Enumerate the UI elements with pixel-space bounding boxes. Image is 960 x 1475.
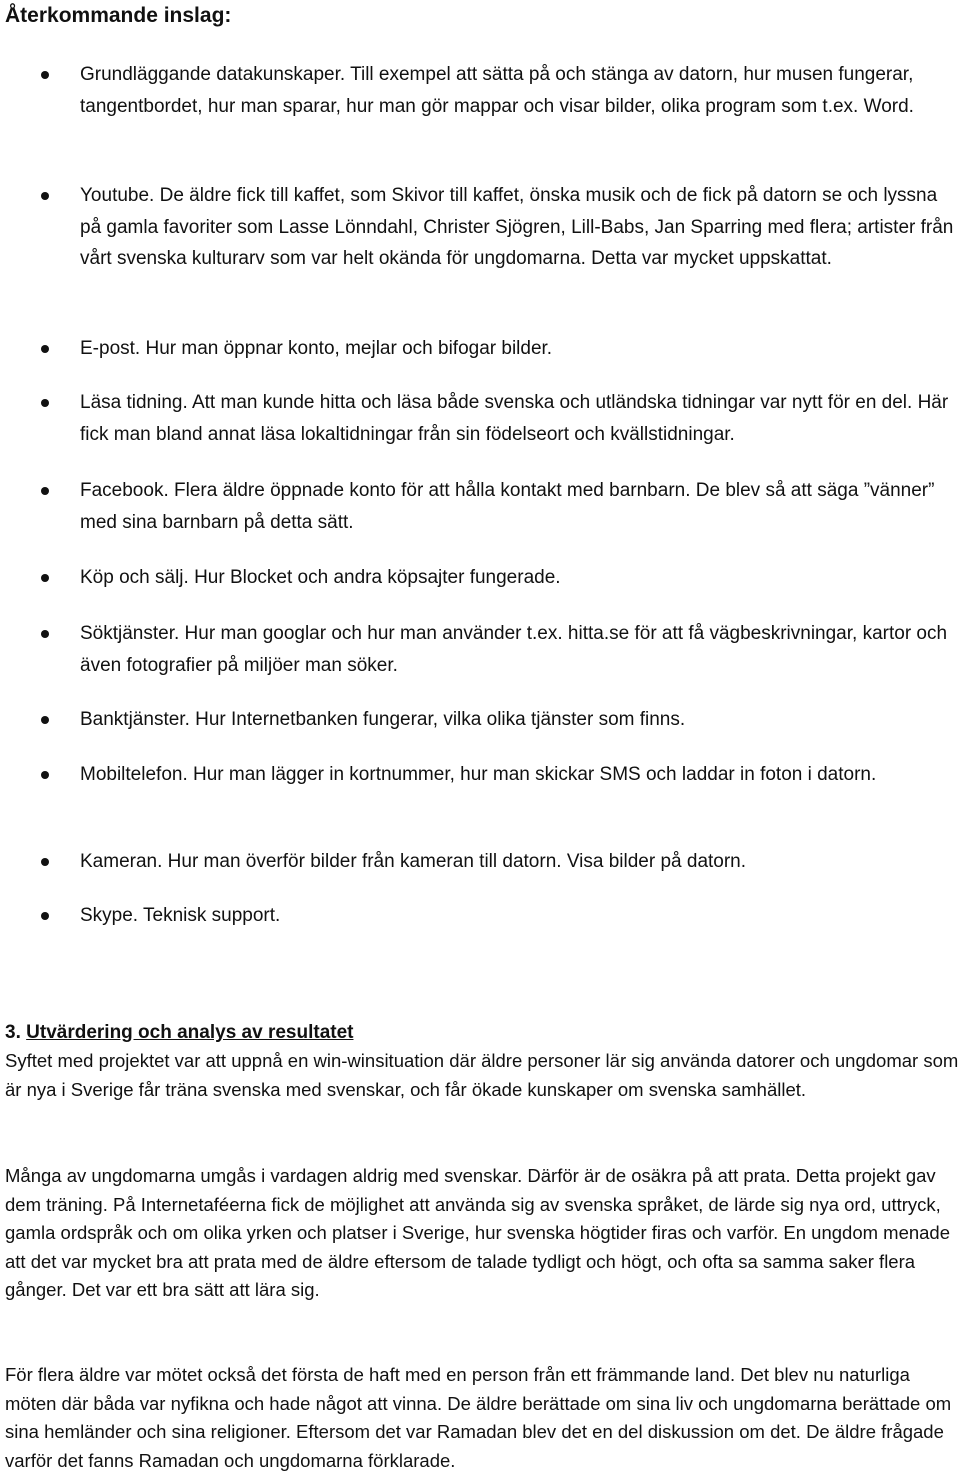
list-item: Facebook. Flera äldre öppnade konto för att hålla kontakt med barnbarn. De blev så att säga ”vänner” med sina barnbarn på detta sätt.	[80, 475, 955, 538]
list-item: E-post. Hur man öppnar konto, mejlar och bifogar bilder.	[80, 333, 955, 365]
section-heading	[5, 1019, 353, 1047]
list-item: Grundläggande datakunskaper. Till exempel att sätta på och stänga av datorn, hur musen fungerar, tangentbordet, hur man sparar, hur man gör mappar och visar bilder, olika program som t.ex. Word.	[80, 59, 955, 122]
paragraph-purpose: Syftet med projektet var att uppnå en win-winsituation där äldre personer lär sig använda datorer och ungdomar som är nya i Sverige får träna svenska med svenskar, och får ökade kunskaper om svenska samhället.	[5, 1050, 959, 1100]
paragraph-youth: Många av ungdomarna umgås i vardagen aldrig med svenskar. Därför är de osäkra på att prata. Detta projekt gav dem träning. På Internetaféerna fick de möjlighet att använda sig av svenska språket, de lärde sig nya ord, uttryck, gamla ordspråk och om olika yrken och platser i Sverige, hur svenska högtider firas och varför. En ungdom menade att det var mycket bra att prata med de äldre eftersom de talade tydligt och högt, och ofta sa samma saker flera gånger. Det var ett bra sätt att lära sig.	[5, 1165, 951, 1300]
list-item: Läsa tidning. Att man kunde hitta och läsa både svenska och utländska tidningar var nytt för en del. Här fick man bland annat läsa lokaltidningar från sin födelseort och kvällstidningar.	[80, 387, 955, 450]
list-item: Kameran. Hur man överför bilder från kameran till datorn. Visa bilder på datorn.	[80, 846, 955, 878]
recurring-items-heading: Återkommande inslag:	[5, 4, 232, 27]
section-number: 3.	[5, 1022, 21, 1043]
list-item: Mobiltelefon. Hur man lägger in kortnummer, hur man skickar SMS och laddar in foton i datorn.	[80, 759, 955, 791]
list-item: Köp och sälj. Hur Blocket och andra köpsajter fungerade.	[80, 562, 955, 594]
list-item: Banktjänster. Hur Internetbanken fungerar, vilka olika tjänster som finns.	[80, 704, 955, 736]
section-title: Utvärdering och analys av resultatet	[26, 1022, 354, 1043]
paragraph-elderly: För flera äldre var mötet också det första de haft med en person från ett främmande land. Det blev nu naturliga möten där båda var nyfikna och hade något att vinna. De äldre berättade om sina liv och ungdomarna berättade om sina hemländer och sina religioner. Eftersom det var Ramadan blev det en del diskussion om det. De äldre frågade varför det fanns Ramadan och ungdomarna förklarade.	[5, 1364, 952, 1471]
list-item: Söktjänster. Hur man googlar och hur man använder t.ex. hitta.se för att få vägbeskrivningar, kartor och även fotografier på miljöer man söker.	[80, 618, 955, 681]
list-item: Skype. Teknisk support.	[80, 900, 955, 932]
list-item: Youtube. De äldre fick till kaffet, som Skivor till kaffet, önska musik och de fick på datorn se och lyssna på gamla favoriter som Lasse Lönndahl, Christer Sjögren, Lill-Babs, Jan Sparring med flera; artister från vårt svenska kulturarv som var helt okända för ungdomarna. Detta var mycket uppskattat.	[80, 180, 955, 275]
